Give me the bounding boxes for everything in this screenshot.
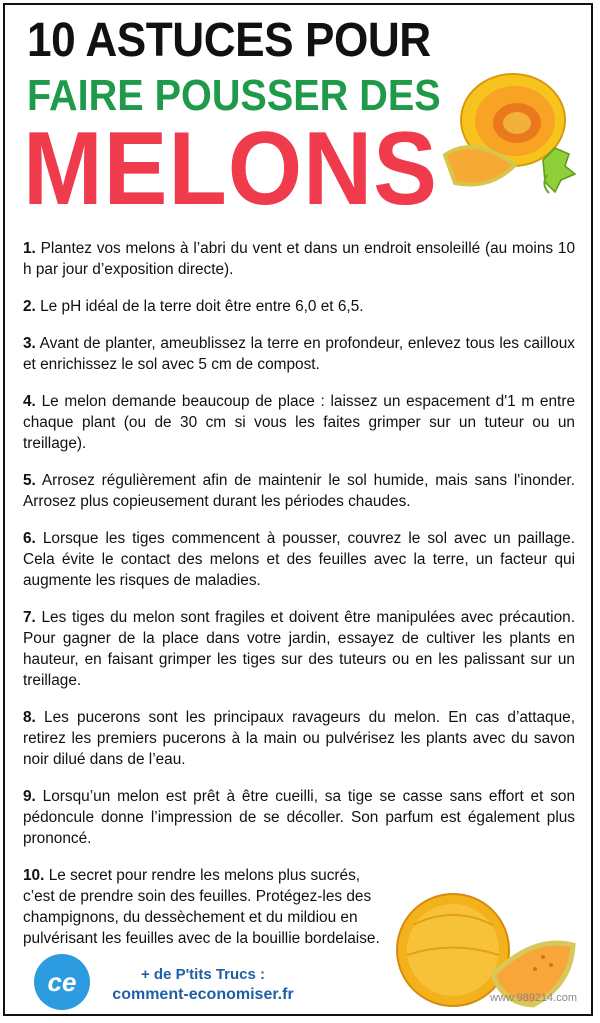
list-item: 5. Arrosez régulièrement afin de maintenir le sol humide, mais sans l'inonder. Arrosez plus copieusement durant les périodes chaudes. [23, 472, 575, 510]
melon-slice-illustration [435, 65, 585, 205]
list-item: 10. Le secret pour rendre les melons plus sucrés, c’est de prendre soin des feuilles. Protégez-les des champignons, du dessèchement et du mildiou en pulvérisant les feuilles avec de la bouillie bordelaise. [23, 867, 380, 947]
list-item: 1. Plantez vos melons à l’abri du vent et dans un endroit ensoleillé (au moins 10 h par jour d’exposition directe). [23, 240, 576, 278]
list-item: 4. Le melon demande beaucoup de place : laissez un espacement d'1 m entre chaque plant (ou de 30 cm si vous les faites grimper sur un tuteur ou un treillage). [23, 393, 576, 452]
title-line-1: 10 ASTUCES POUR [27, 14, 431, 67]
title-line-2: FAIRE POUSSER DES [27, 71, 441, 120]
list-item: 8. Les pucerons sont les principaux ravageurs du melon. En cas d’attaque, retirez les premiers pucerons à la main ou pulvérisez les plants avec du savon noir dilué dans de l’eau. [23, 709, 576, 768]
credit-line-1: + de P'tits Trucs : [140, 966, 266, 983]
tips-list [23, 238, 575, 965]
list-item: 9. Lorsqu’un melon est prêt à être cueilli, sa tige se casse sans effort et son pédoncule donne l’impression de se décoller. Son parfum est également plus prononcé. [23, 788, 576, 847]
ce-logo [33, 953, 91, 1011]
svg-text:ce: ce [47, 967, 77, 997]
list-item: 7. Les tiges du melon sont fragiles et doivent être manipulées avec précaution. Pour gagner de la place dans votre jardin, essayez de cultiver les plants en hauteur, en faisant grimper les tiges sur des tuteurs ou en les palissant sur un treillage. [23, 609, 575, 689]
site-link[interactable]: comment-economiser.fr [112, 986, 294, 1003]
infographic-card [3, 3, 593, 1016]
list-item: 3. Avant de planter, ameublissez la terre en profondeur, enlevez tous les cailloux et enrichissez le sol avec 5 cm de compost. [23, 335, 575, 373]
watermark: www.989214.com [490, 992, 577, 1004]
list-item: 2. Le pH idéal de la terre doit être entre 6,0 et 6,5. [23, 298, 364, 315]
list-item: 6. Lorsque les tiges commencent à pousser, couvrez le sol avec un paillage. Cela évite le contact des melons et des feuilles avec la terre, un facteur qui augmente les risques de maladies. [23, 530, 575, 589]
credit-text [103, 965, 303, 1005]
title-line-3: MELONS [23, 111, 438, 227]
